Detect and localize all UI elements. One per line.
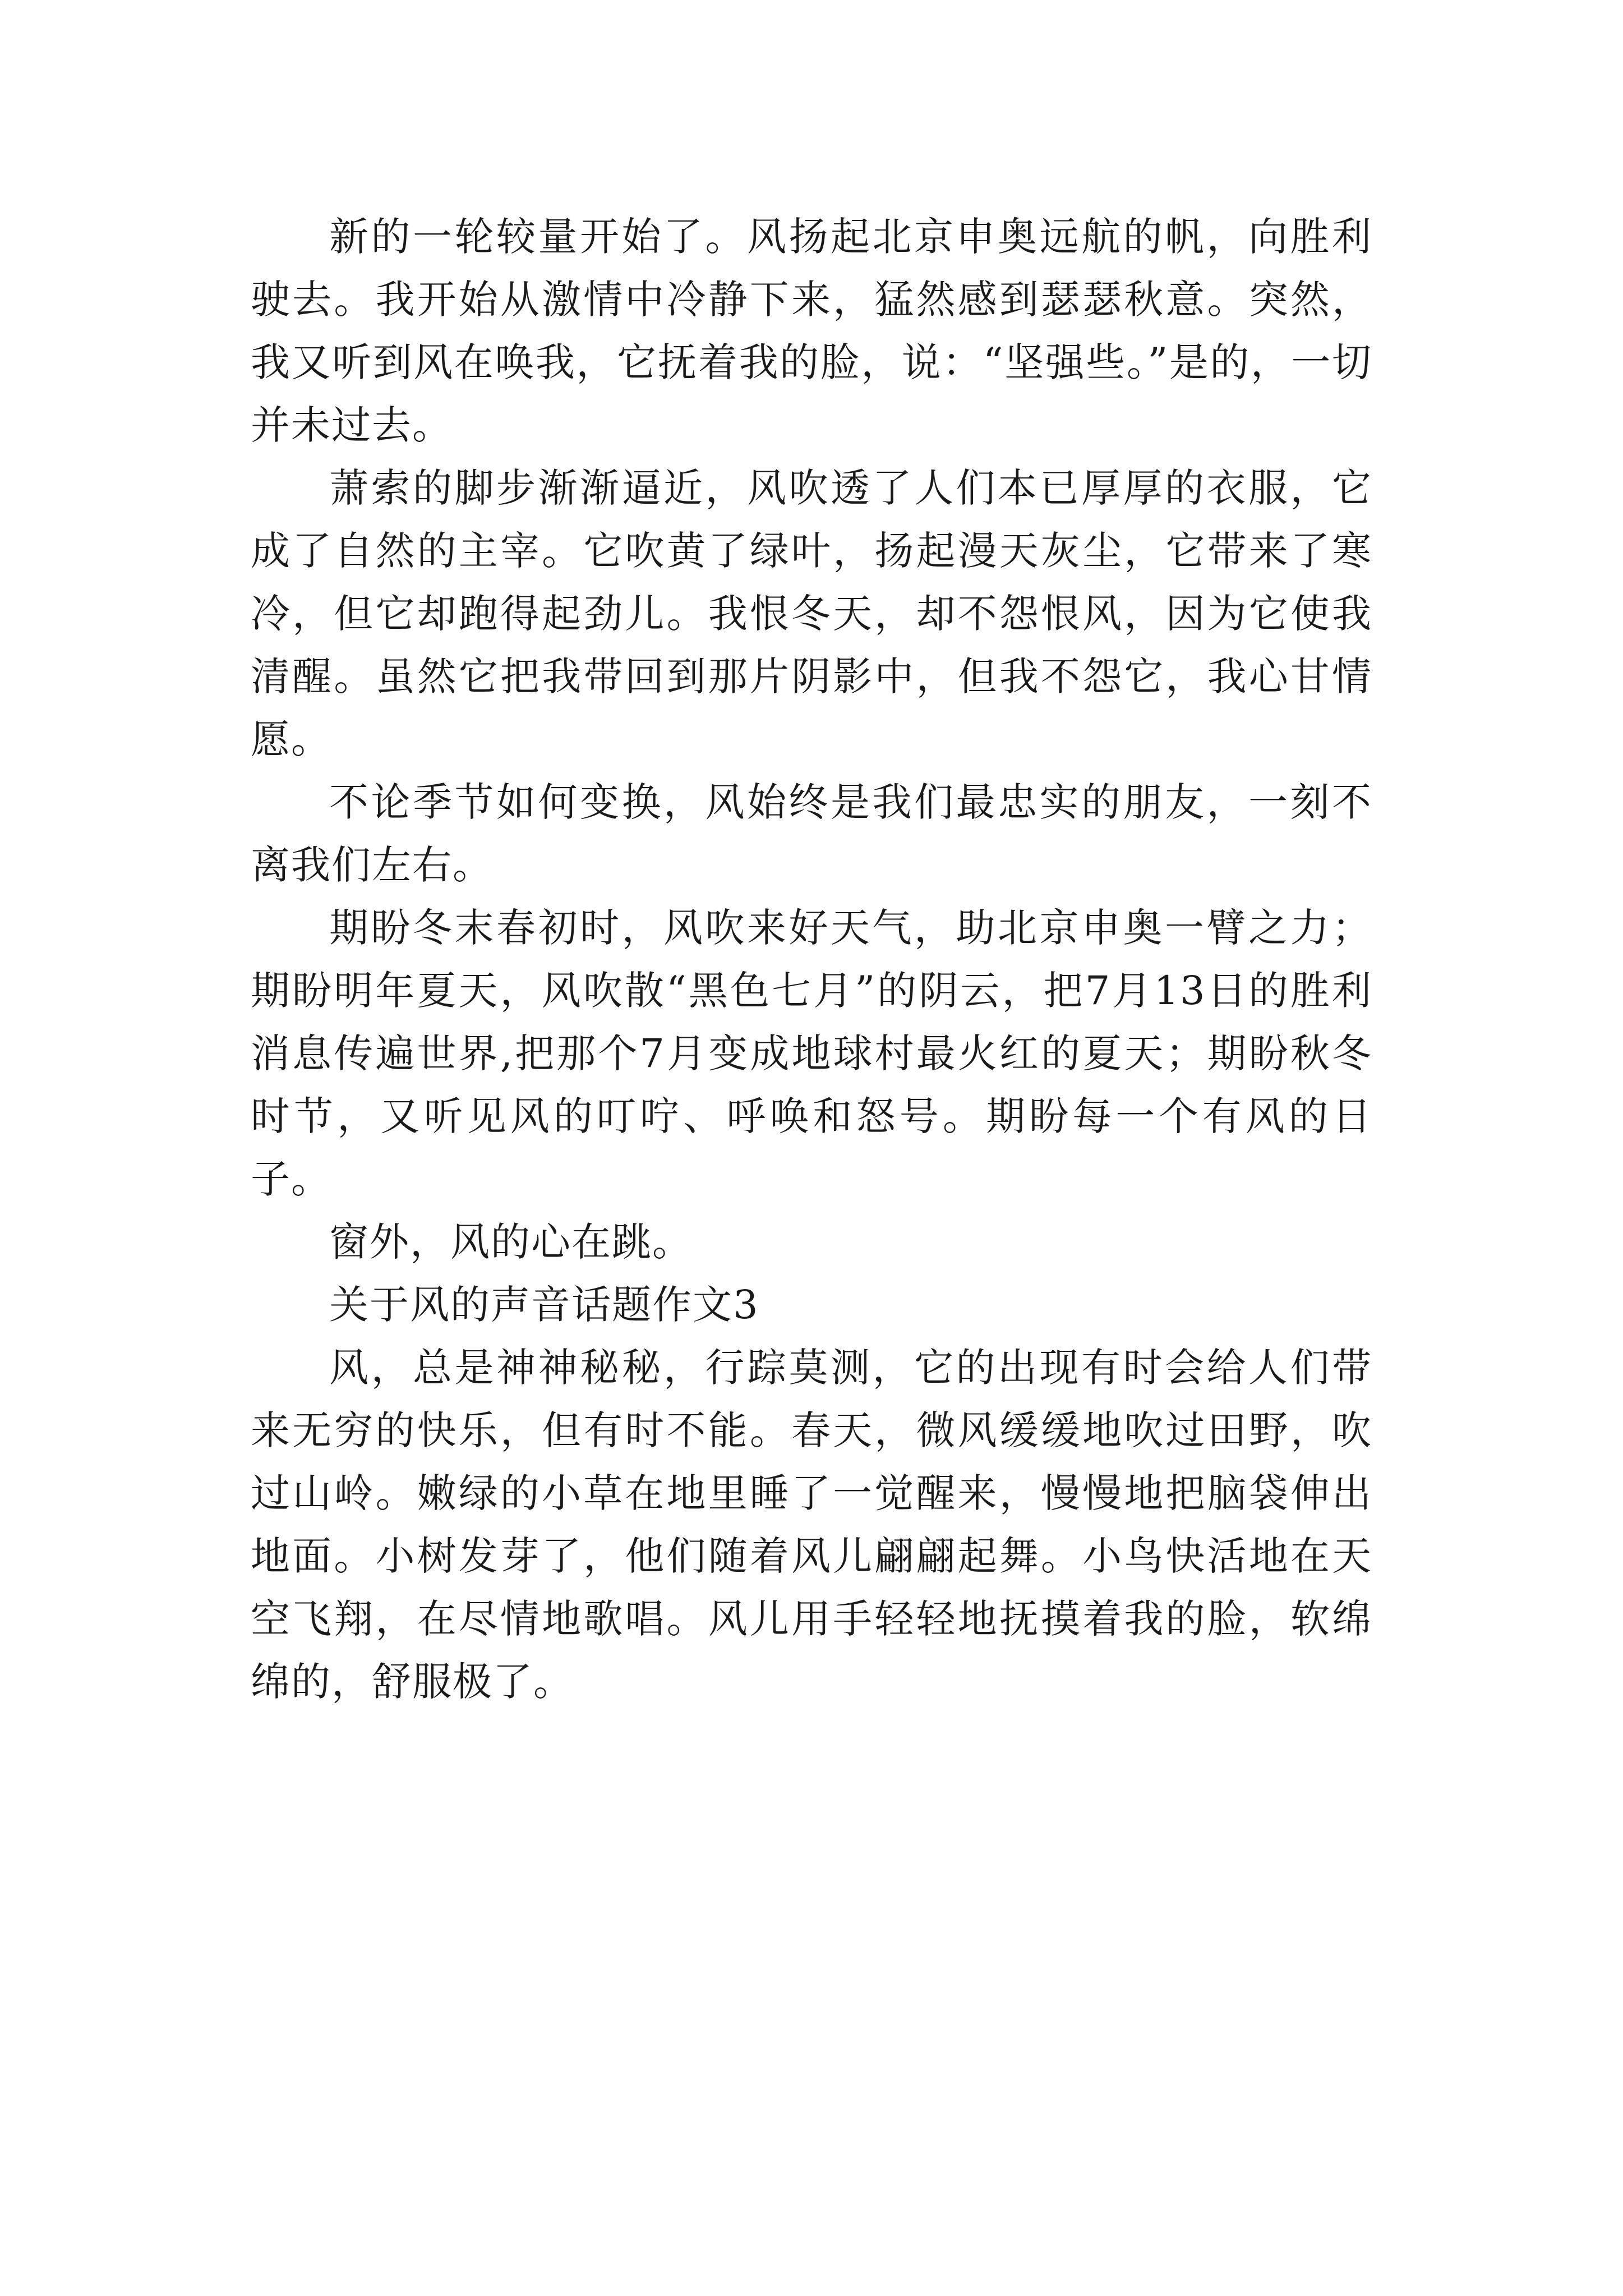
paragraph: 期盼冬末春初时，风吹来好天气，助北京申奥一臂之力；期盼明年夏天，风吹散“黑色七月”的阴云，把7月13日的胜利消息传遍世界,把那个7月变成地球村最火红的夏天；期盼秋冬时节，又听见风的叮咛、呼唤和怒号。期盼每一个有风的日子。 <box>251 905 1372 1202</box>
section-title: 关于风的声音话题作文3 <box>329 1282 759 1328</box>
paragraph: 不论季节如何变换，风始终是我们最忠实的朋友，一刻不离我们左右。 <box>251 779 1372 888</box>
paragraph: 窗外，风的心在跳。 <box>329 1219 693 1265</box>
document-body <box>251 205 1372 1713</box>
paragraph: 新的一轮较量开始了。风扬起北京申奥远航的帆，向胜利驶去。我开始从激情中冷静下来，猛然感到瑟瑟秋意。突然，我又听到风在唤我，它抚着我的脸，说：“坚强些。”是的，一切并未过去。 <box>251 214 1372 448</box>
paragraph: 风，总是神神秘秘，行踪莫测，它的出现有时会给人们带来无穷的快乐，但有时不能。春天，微风缓缓地吹过田野，吹过山岭。嫩绿的小草在地里睡了一觉醒来，慢慢地把脑袋伸出地面。小树发芽了，他们随着风儿翩翩起舞。小鸟快活地在天空飞翔，在尽情地歌唱。风儿用手轻轻地抚摸着我的脸，软绵绵的，舒服极了。 <box>251 1345 1372 1705</box>
paragraph: 萧索的脚步渐渐逼近，风吹透了人们本已厚厚的衣服，它成了自然的主宰。它吹黄了绿叶，扬起漫天灰尘，它带来了寒冷，但它却跑得起劲儿。我恨冬天，却不怨恨风，因为它使我清醒。虽然它把我带回到那片阴影中，但我不怨它，我心甘情愿。 <box>251 465 1372 762</box>
